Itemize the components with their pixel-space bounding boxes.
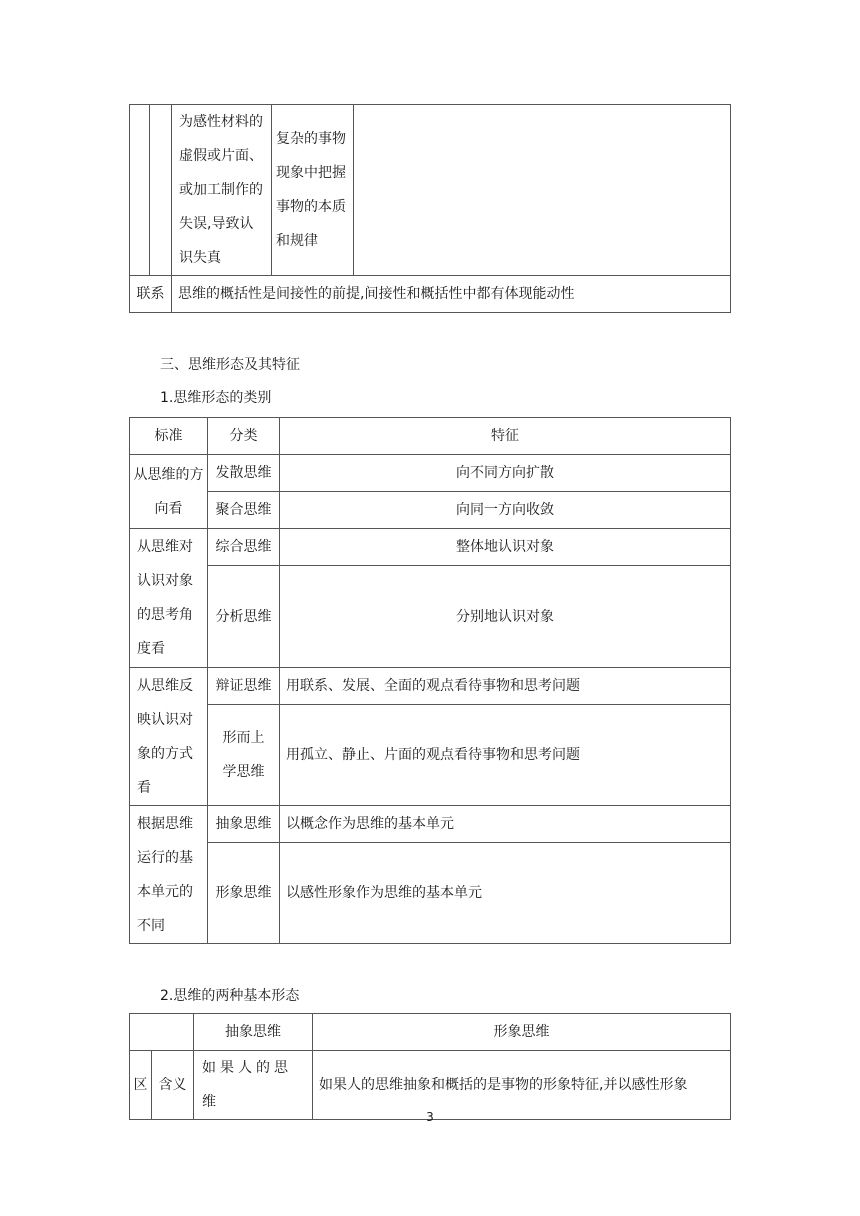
table-cell-empty xyxy=(130,105,150,276)
table-row xyxy=(130,705,731,806)
section-title: 三、思维形态及其特征 xyxy=(160,357,300,373)
relation-text: 思维的概括性是间接性的前提,间接性和概括性中都有体现能动性 xyxy=(172,276,731,313)
standard-cell: 从思维对认识对象的思考角度看 xyxy=(130,529,208,668)
type-cell: 分析思维 xyxy=(208,566,280,668)
row-label: 区 xyxy=(130,1051,152,1120)
type-cell: 辩证思维 xyxy=(208,668,280,705)
table-cell-empty xyxy=(354,105,731,276)
characteristics-table-continued xyxy=(129,104,731,313)
header-feature: 特征 xyxy=(280,418,731,455)
type-cell: 形象思维 xyxy=(208,843,280,944)
type-cell: 发散思维 xyxy=(208,455,280,492)
table-row xyxy=(130,455,731,492)
table-row xyxy=(130,566,731,668)
thinking-forms-table xyxy=(129,417,731,944)
header-type: 分类 xyxy=(208,418,280,455)
type-cell: 综合思维 xyxy=(208,529,280,566)
feature-cell: 整体地认识对象 xyxy=(280,529,731,566)
table-row xyxy=(130,806,731,843)
type-cell: 聚合思维 xyxy=(208,492,280,529)
feature-cell: 分别地认识对象 xyxy=(280,566,731,668)
type-cell: 抽象思维 xyxy=(208,806,280,843)
header-image: 形象思维 xyxy=(313,1014,731,1051)
table-cell: 复杂的事物现象中把握事物的本质和规律 xyxy=(272,105,354,276)
table-row xyxy=(130,529,731,566)
feature-cell: 以感性形象作为思维的基本单元 xyxy=(280,843,731,944)
table-row xyxy=(130,105,731,276)
standard-cell: 从思维的方向看 xyxy=(130,455,208,529)
table-cell: 如果人的思维 xyxy=(194,1051,313,1120)
header-abstract: 抽象思维 xyxy=(194,1014,313,1051)
basic-forms-table xyxy=(129,1013,731,1120)
table-cell: 为感性材料的虚假或片面、或加工制作的失误,导致认识失真 xyxy=(172,105,272,276)
standard-cell: 从思维反映认识对象的方式看 xyxy=(130,668,208,806)
feature-cell: 以概念作为思维的基本单元 xyxy=(280,806,731,843)
table-row xyxy=(130,492,731,529)
header-empty xyxy=(130,1014,194,1051)
table-cell-empty xyxy=(150,105,172,276)
table-header-row xyxy=(130,418,731,455)
table-cell: 如果人的思维抽象和概括的是事物的形象特征,并以感性形象 xyxy=(313,1051,731,1120)
subsection-title: 2.思维的两种基本形态 xyxy=(160,988,300,1004)
feature-cell: 向不同方向扩散 xyxy=(280,455,731,492)
relation-label: 联系 xyxy=(130,276,172,313)
standard-cell: 根据思维运行的基本单元的不同 xyxy=(130,806,208,944)
feature-cell: 用孤立、静止、片面的观点看待事物和思考问题 xyxy=(280,705,731,806)
table-row xyxy=(130,668,731,705)
feature-cell: 用联系、发展、全面的观点看待事物和思考问题 xyxy=(280,668,731,705)
header-standard: 标准 xyxy=(130,418,208,455)
table-row xyxy=(130,843,731,944)
table-row xyxy=(130,276,731,313)
table-header-row xyxy=(130,1014,731,1051)
type-cell: 形而上学思维 xyxy=(208,705,280,806)
subsection-title: 1.思维形态的类别 xyxy=(160,390,272,406)
feature-cell: 向同一方向收敛 xyxy=(280,492,731,529)
page-number: 3 xyxy=(426,1110,434,1124)
row-label: 含义 xyxy=(152,1051,194,1120)
